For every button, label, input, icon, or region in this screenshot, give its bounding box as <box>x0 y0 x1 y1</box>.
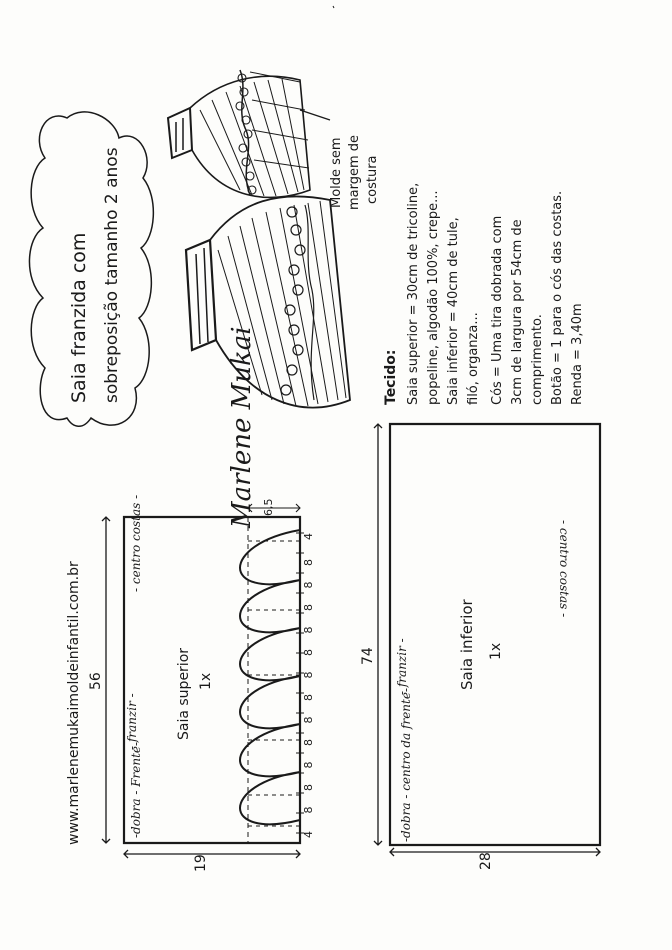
title-line1: Saia franzida com <box>68 232 90 403</box>
lower-height-label: 28 <box>478 852 494 870</box>
upper-gather-label: - franzir - <box>125 693 139 750</box>
site-url <box>66 561 82 845</box>
callout-no-seam-allowance <box>300 110 380 210</box>
callout-line1: Molde sem <box>329 137 344 208</box>
upper-top-edge-label: - centro costas - <box>129 494 143 592</box>
lower-width-label: 74 <box>360 647 376 665</box>
lower-gather-label: - franzir - <box>395 638 409 695</box>
upper-piece-qty: 1x <box>198 672 214 690</box>
lower-skirt-piece <box>360 424 600 870</box>
upper-segment-label: 8 <box>302 806 315 814</box>
skirt-sketch-large <box>186 196 350 407</box>
title-line2: sobreposição tamanho 2 anos <box>102 147 122 403</box>
fabric-line-8: Botão = 1 para o cós das costas. <box>550 190 565 405</box>
fabric-notes <box>383 183 585 405</box>
fabric-line-5: Cós = Uma tira dobrada com <box>490 215 505 405</box>
upper-segment-label: 8 <box>302 784 315 791</box>
fabric-line-1: Saia superior = 30cm de tricoline, <box>406 182 421 405</box>
site-url-text: www.marlenemukaimoldeinfantil.com.br <box>66 561 82 845</box>
upper-height-label: 19 <box>193 854 209 872</box>
upper-end-label-top: 4 <box>302 533 315 540</box>
upper-segment-label: 8 <box>302 739 315 746</box>
title-group <box>29 112 153 426</box>
fabric-line-6: 3cm de largura por 54cm de <box>510 219 525 405</box>
lower-piece-qty: 1x <box>488 642 504 660</box>
upper-segment-label: 8 <box>302 671 315 679</box>
fabric-heading: Tecido: <box>383 349 399 405</box>
upper-segment-label: 8 <box>302 604 315 611</box>
signature-text: Marlene Mukai <box>227 326 257 528</box>
upper-scallop-depth-label: 6,5 <box>262 498 275 516</box>
callout-line2: margem de <box>347 134 362 210</box>
callout-line3: costura <box>365 155 380 204</box>
lower-bottom-edge-label: -dobra - centro da frente- <box>399 687 413 842</box>
speck <box>333 6 334 8</box>
signature <box>227 326 257 529</box>
upper-segment-label: 8 <box>302 559 315 566</box>
upper-bottom-edge-label: -dobra - Frente- <box>129 741 143 838</box>
upper-segment-label: 8 <box>302 716 315 724</box>
fabric-line-4: filó, organza... <box>466 312 481 405</box>
skirt-sketch-small <box>168 70 310 197</box>
fabric-line-2: popeline, algodão 100%, crepe... <box>426 190 441 405</box>
upper-segment-label: 8 <box>302 581 315 589</box>
upper-segment-label: 8 <box>302 626 315 634</box>
lower-top-edge-label: - centro costas - <box>557 520 571 618</box>
upper-segment-label: 8 <box>302 694 315 701</box>
upper-end-label-bottom: 4 <box>302 831 315 838</box>
fabric-line-7: comprimento. <box>530 314 545 405</box>
upper-segment-label: 8 <box>302 761 315 769</box>
fabric-line-3: Saia inferior = 40cm de tule, <box>446 217 461 405</box>
upper-skirt-piece <box>88 495 315 872</box>
upper-piece-name: Saia superior <box>176 647 192 740</box>
upper-segment-label: 8 <box>302 649 315 656</box>
upper-width-label: 56 <box>88 672 104 690</box>
fabric-line-9: Renda = 3,40m <box>570 303 585 405</box>
lower-piece-name: Saia inferior <box>458 599 476 690</box>
